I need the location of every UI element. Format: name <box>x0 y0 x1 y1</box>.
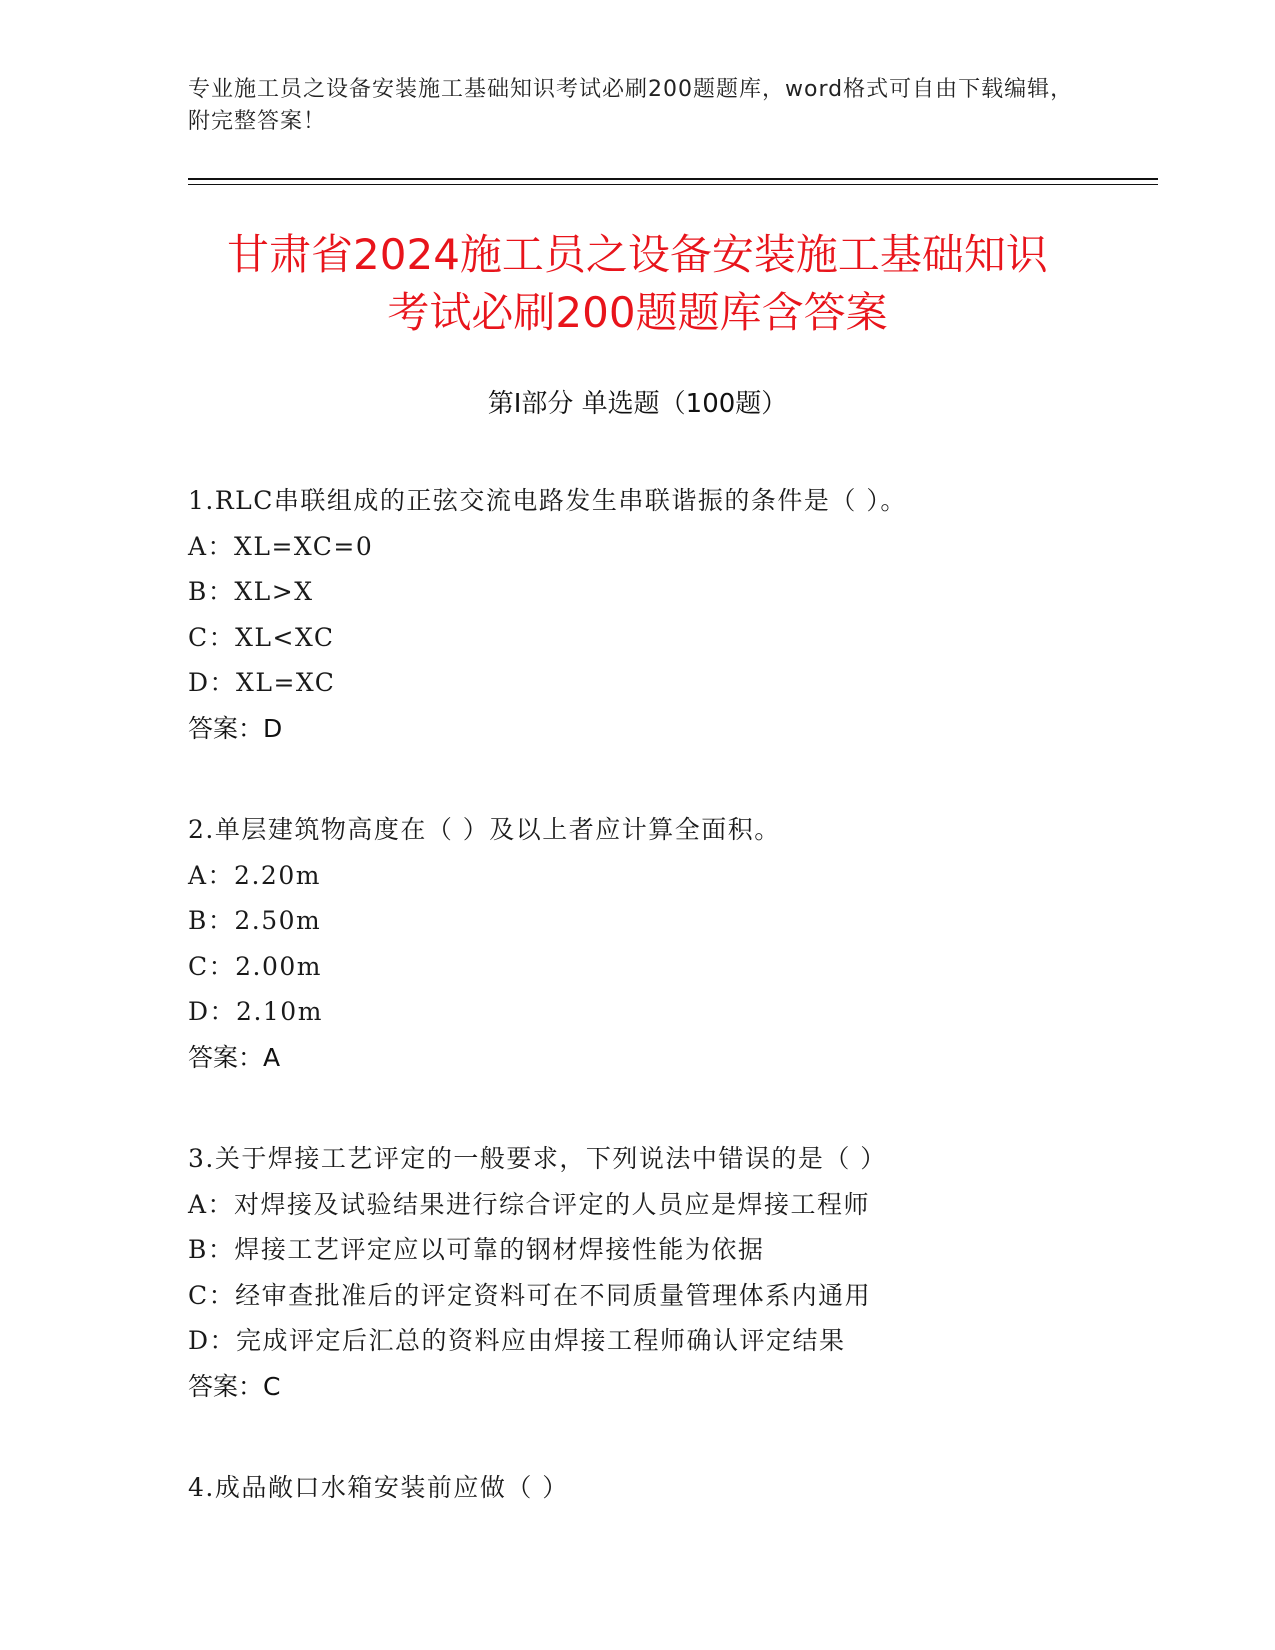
header-divider-thin <box>188 184 1158 185</box>
question-list <box>188 478 1168 1567</box>
option-a: A：2.20m <box>188 860 321 890</box>
header-note: 专业施工员之设备安装施工基础知识考试必刷200题题库，word格式可自由下载编辑，附完整答案！ <box>188 77 1074 134</box>
option-c: C：经审查批准后的评定资料可在不同质量管理体系内通用 <box>188 1280 872 1310</box>
section-title: 第Ⅰ部分 单选题（100题） <box>487 389 788 419</box>
question-stem: 4.成品敞口水箱安装前应做（ ） <box>188 1473 569 1502</box>
question-4 <box>188 1465 1168 1511</box>
option-a: A：对焊接及试验结果进行综合评定的人员应是焊接工程师 <box>188 1189 871 1219</box>
question-1 <box>188 478 1168 751</box>
option-c: C：XL<XC <box>188 622 335 652</box>
answer-line: 答案：C <box>188 1371 281 1401</box>
question-stem: 1.RLC串联组成的正弦交流电路发生串联谐振的条件是（ ）。 <box>188 486 907 515</box>
option-d: D：2.10m <box>188 997 323 1026</box>
question-3 <box>188 1136 1168 1409</box>
header-divider-thick <box>188 178 1158 180</box>
option-d: D：完成评定后汇总的资料应由焊接工程师确认评定结果 <box>188 1326 846 1355</box>
option-b: B：XL>X <box>188 577 314 606</box>
option-b: B：焊接工艺评定应以可靠的钢材焊接性能为依据 <box>188 1235 765 1264</box>
option-d: D：XL=XC <box>188 668 336 697</box>
question-2 <box>188 807 1168 1080</box>
question-stem: 3.关于焊接工艺评定的一般要求，下列说法中错误的是（ ） <box>188 1144 887 1173</box>
document-title <box>120 226 1155 342</box>
option-c: C：2.00m <box>188 951 322 981</box>
option-a: A：XL=XC=0 <box>188 531 374 561</box>
answer-line: 答案：D <box>188 713 283 743</box>
question-stem: 2.单层建筑物高度在（ ）及以上者应计算全面积。 <box>188 815 781 844</box>
answer-line: 答案：A <box>188 1042 281 1072</box>
document-title-line-2: 考试必刷200题题库含答案 <box>387 288 888 337</box>
document-title-line-1: 甘肃省2024施工员之设备安装施工基础知识 <box>227 230 1048 279</box>
option-b: B：2.50m <box>188 906 322 935</box>
